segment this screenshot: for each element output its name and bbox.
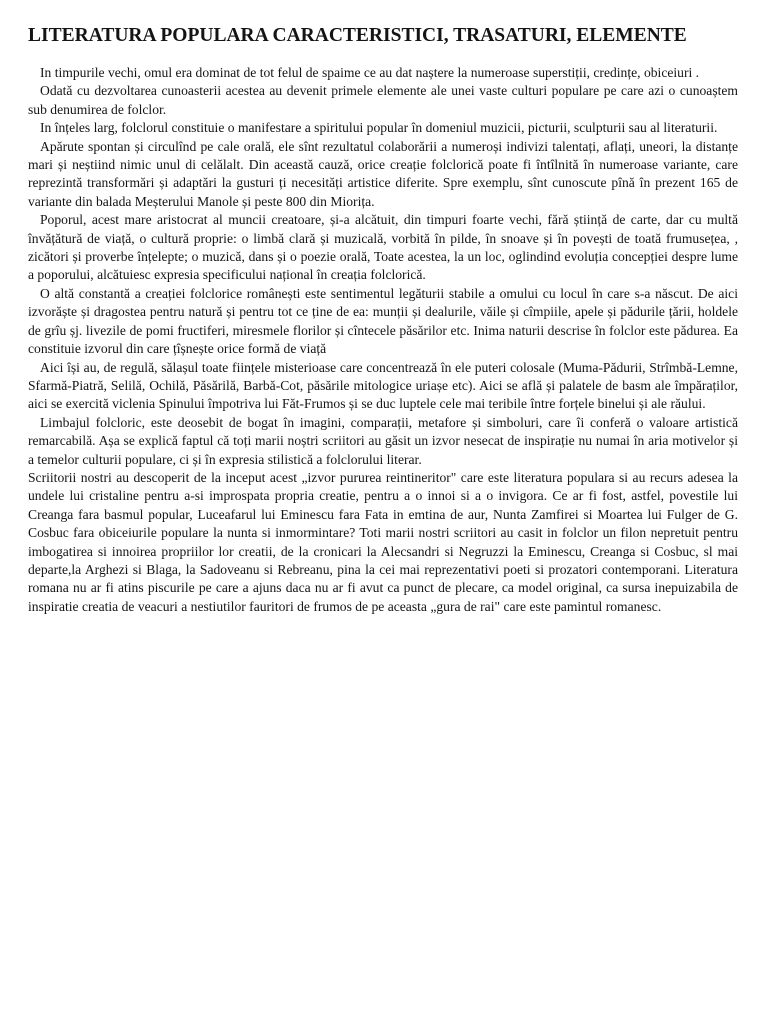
paragraph: Limbajul folcloric, este deosebit de bogat în imagini, comparații, metafore și simboluri, care îi conferă o valoare artistică remarcabilă. Așa se explică faptul că toți marii noștri scriitori au găsit un izvor nesecat de inspirație nu numai în aria motivelor și a temelor culturii populare, ci și în expresia stilistică a folclorului literar. [28, 414, 738, 467]
paragraph: O altă constantă a creației folclorice românești este sentimentul legăturii stabile a omului cu locul în care s-a născut. De aici izvorăște și dragostea pentru natură și pentru tot ce ține de ea: munții și dealurile, văile și cîmpiile, apele și pădurile țării, holdele de grîu șj. livezile de pomi fructiferi, miresmele florilor și cîntecele păsărilor etc. Inima naturii descrise în folclor este pădurea. Ea constituie izvorul din care țîșnește orice formă de viață [28, 285, 738, 357]
paragraph: Poporul, acest mare aristocrat al muncii creatoare, și-a alcătuit, din timpuri foarte vechi, fără știință de carte, dar cu multă învățătură de viață, o cultură proprie: o limbă clară și muzicală, vorbită în pilde, în snoave și în povești de toată frumusețea, , zicători și proverbe înțelepte; o muzică, dans și o poezie orală, Toate acestea, la un loc, oglindind evoluția concepției despre lume a poporului, alcătuiesc expresia specificului național în creația folclorică. [28, 212, 738, 283]
paragraph: In înțeles larg, folclorul constituie o manifestare a spiritului popular în domeniul muzicii, picturii, sculpturii sau al literaturii. [40, 120, 718, 136]
document-title: LITERATURA POPULARA CARACTERISTICI, TRASATURI, ELEMENTE [28, 25, 687, 46]
paragraph: Apărute spontan și circulînd pe cale orală, ele sînt rezultatul colaborării a numeroși indivizi talentați, aflați, uneori, la distanțe mari și neștiind nimic unul di celălalt. Din această cauză, orice creație folclorică poate fi întîlnită în numeroase variante, care reprezintă transformări și adaptări la gusturi ți necesități artistice diferite. Spre exemplu, sînt cunoscute pînă în prezent 165 de variante din balada Meșterului Manole și peste 800 din Miorița. [28, 138, 738, 209]
document-body [28, 64, 738, 616]
paragraph: In timpurile vechi, omul era dominat de tot felul de spaime ce au dat naștere la numeroase superstiții, credințe, obiceiuri . [40, 65, 700, 80]
paragraph: Aici își au, de regulă, sălașul toate ființele misterioase care concentrează în ele puteri colosale (Muma-Pădurii, Strîmbă-Lemne, Sfarmă-Piatră, Selilă, Ochilă, Păsărilă, Barbă-Cot, păsările mitologice uriașe etc). Aici se află și palatele de basm ale împăraților, aici se exercită viclenia Spinului împotriva lui Făt-Frumos și se duc luptele cele mai teribile între forțele binelui și ale răului. [28, 359, 738, 412]
document-page [28, 24, 738, 616]
paragraph: Scriitorii nostri au descoperit de la inceput acest „izvor pururea reintineritor" care este literatura populara si au recurs adesea la undele lui cristaline pentru a-si improspata propria creatie, pentru a o innoi si a o invigora. Ce ar fi fost, astfel, povestile lui Creanga fara basmul popular, Luceafarul lui Eminescu fara Fata in emtina de aur, Nunta Zamfirei si Moartea lui Fulger de G. Cosbuc fara obiceiurile populare la nunta si inmormintare? Toti marii nostri scriitori au casit in folclor un filon nepretuit pentru imbogatirea si innoirea propriilor lor creatii, de la cronicari la Alecsandri si Negruzzi la Eminescu, Creanga si Cosbuc, sl mai departe,la Arghezi si Blaga, la Sadoveanu si Rebreanu, pina la cei mai reprezentativi poeti si prozatori contemporani. Literatura romana nu ar fi atins piscurile pe care a ajuns daca nu ar fi avut ca punct de plecare, ca model original, ca sursa inepuizabila de inspiratie creatia de veacuri a nestiutilor fauritori de frumos de pe aceasta „gura de rai" care este pamintul romanesc. [28, 469, 738, 614]
paragraph: Odată cu dezvoltarea cunoasterii acestea au devenit primele elemente ale unei vaste culturi populare pe care azi o cunoaștem sub denumirea de folclor. [28, 83, 738, 117]
